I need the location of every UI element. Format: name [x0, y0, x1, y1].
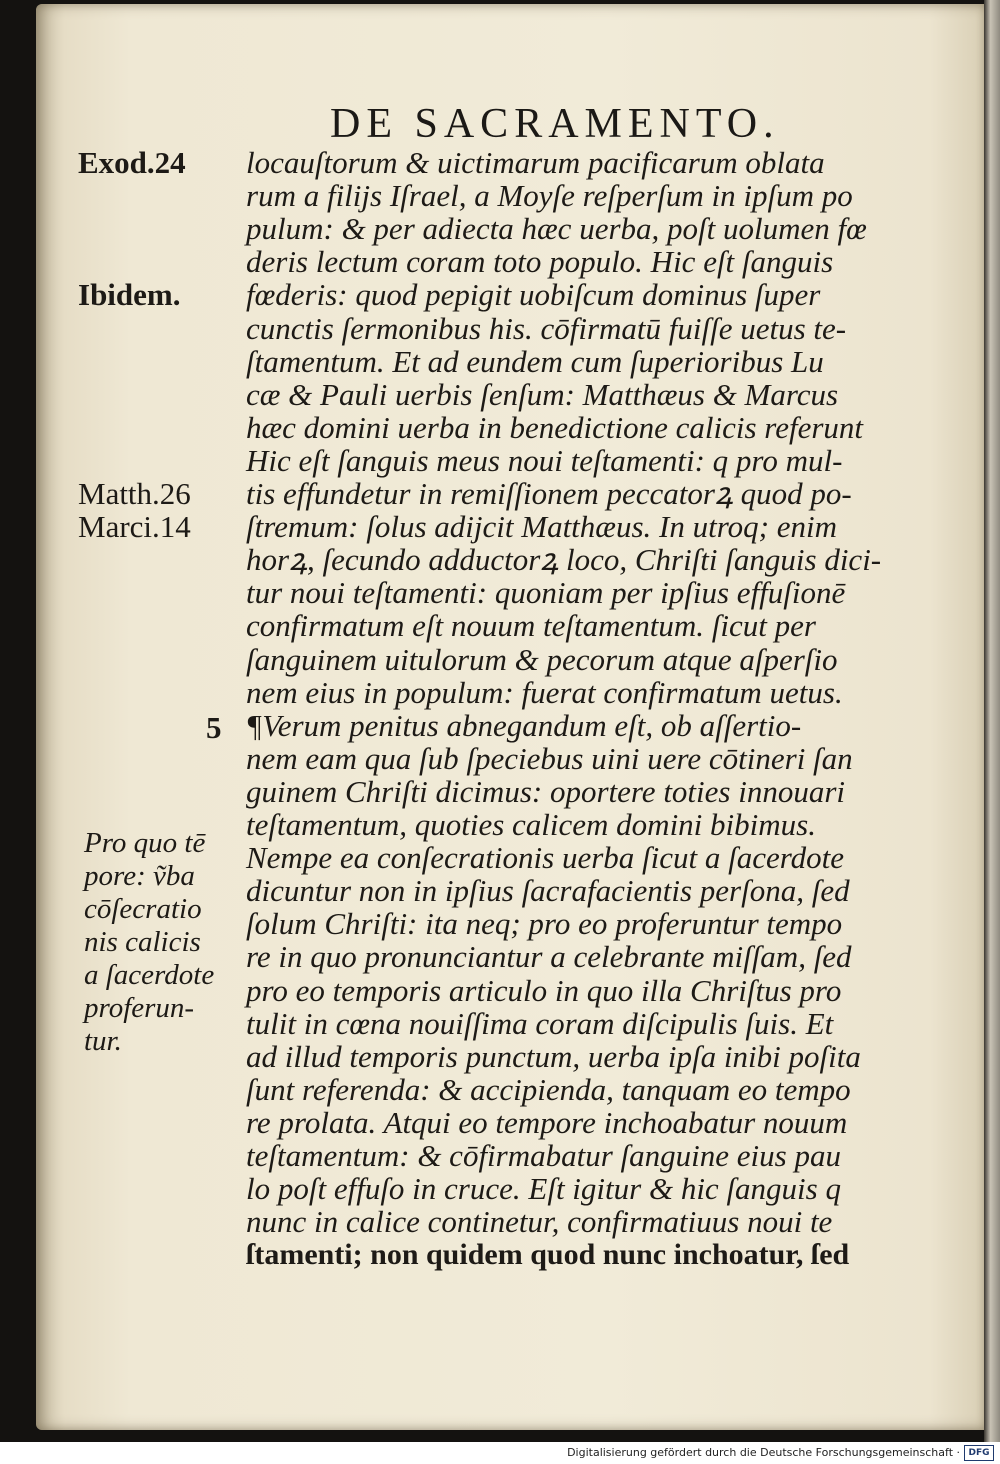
text-line: nunc in calice continetur, confirmatiuus noui te	[246, 1204, 833, 1240]
text-line: ad illud temporis punctum, uerba ipſa inibi poſita	[246, 1038, 861, 1074]
text-line: tis effundetur in remiſſionem peccatorꝝ quod po-	[246, 476, 852, 511]
text-line: teſtamentum: & cōfirmabatur ſanguine eius pau	[246, 1138, 841, 1173]
text-line: ¶Verum penitus abnegandum eſt, ob aſſertio-	[246, 707, 802, 743]
text-line: dicuntur non in ipſius ſacrafacientis perſona, ſed	[246, 873, 850, 909]
margin-note-ibidem: Ibidem.	[78, 277, 181, 313]
footer	[0, 1442, 1000, 1464]
text-line: pulum: & per adiecta hæc uerba, poſt uolumen fœ	[246, 211, 867, 247]
text-line: cunctis ſermonibus his. cōfirmatū fuiſſe uetus te-	[246, 310, 847, 346]
margin-note-marci: Marci.14	[78, 509, 191, 545]
text-line: teſtamentum, quoties calicem domini bibimus.	[246, 807, 816, 842]
text-line: re prolata. Atqui eo tempore inchoabatur nouum	[246, 1104, 848, 1140]
side-note-line: pore: ṽba	[84, 860, 195, 892]
margin-note-matth: Matth.26	[78, 476, 191, 511]
text-line: locauſtorum & uictimarum pacificarum oblata	[246, 145, 825, 180]
running-title: DE SACRAMENTO.	[330, 101, 780, 147]
text-line: ſanguinem uitulorum & pecorum atque aſperſio	[246, 641, 838, 677]
text-line: tulit in cœna nouiſſima coram diſcipulis ſuis. Et	[246, 1005, 834, 1041]
text-line: guinem Chriſti dicimus: oportere toties innouari	[246, 773, 846, 809]
side-note-line: proferun-	[84, 992, 195, 1024]
side-note-line: Pro quo tē	[84, 827, 206, 859]
text-line: ſunt referenda: & accipienda, tanquam eo tempo	[246, 1071, 851, 1107]
side-note-line: nis calicis	[84, 926, 201, 958]
text-line: Nempe ea conſecrationis uerba ſicut a ſacerdote	[246, 840, 845, 876]
text-line: ſtamenti; non quidem quod nunc inchoatur, ſed	[246, 1238, 850, 1272]
text-line: nem eam qua ſub ſpeciebus uini uere cōtineri ſan	[246, 740, 853, 776]
page-edge	[984, 0, 1000, 1442]
text-line: fœderis: quod pepigit uobiſcum dominus ſuper	[246, 277, 821, 313]
text-line: rum a filijs Iſrael, a Moyſe reſperſum in ipſum po	[246, 178, 853, 214]
side-note-line: tur.	[84, 1025, 122, 1057]
side-note	[84, 827, 214, 1058]
text-line: lo poſt effuſo in cruce. Eſt igitur & hic ſanguis q	[246, 1171, 841, 1207]
text-line: deris lectum coram toto populo. Hic eſt ſanguis	[246, 244, 834, 280]
text-line: nem eius in populum: fuerat confirmatum uetus.	[246, 674, 843, 710]
text-line: ſtamentum. Et ad eundem cum ſuperioribus Lu	[246, 343, 824, 379]
text-line: tur noui teſtamenti: quoniam per ipſius effuſionē	[246, 575, 846, 611]
side-note-line: a ſacerdote	[84, 959, 215, 991]
text-line: confirmatum eſt nouum teſtamentum. ſicut per	[246, 608, 816, 644]
paragraph-number: 5	[206, 710, 222, 745]
text-line: re in quo pronunciantur a celebrante miſſam, ſed	[246, 939, 852, 975]
margin-note-exod: Exod.24	[78, 145, 186, 180]
text-line: pro eo temporis articulo in quo illa Chriſtus pro	[246, 972, 842, 1008]
text-line: ſtremum: ſolus adijcit Matthæus. In utroq; enim	[246, 509, 837, 545]
footer-credit: Digitalisierung gefördert durch die Deutsche Forschungsgemeinschaft ·	[567, 1446, 960, 1459]
text-line: Hic eſt ſanguis meus noui teſtamenti: q pro mul-	[246, 442, 843, 478]
text-line: cæ & Pauli uerbis ſenſum: Matthæus & Marcus	[246, 376, 839, 412]
text-line: ſolum Chriſti: ita neq; pro eo proferuntur tempo	[246, 906, 843, 942]
side-note-line: cōſecratio	[84, 893, 202, 925]
text-line: hæc domini uerba in benedictione calicis referunt	[246, 409, 864, 445]
text-line: horꝝ, ſecundo adductorꝝ loco, Chriſti ſanguis dici-	[246, 542, 882, 578]
dfg-logo: DFG	[964, 1445, 994, 1461]
